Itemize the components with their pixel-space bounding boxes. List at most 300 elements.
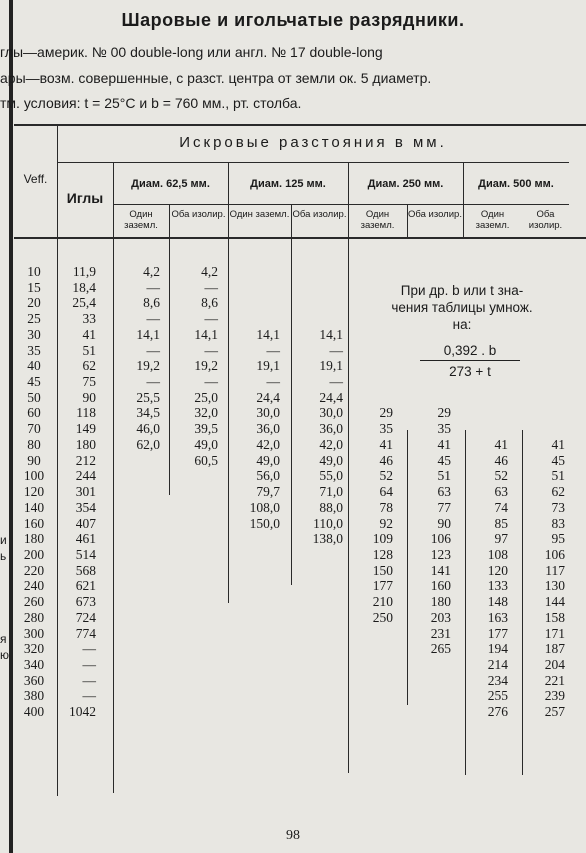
table-cell xyxy=(116,531,160,547)
needles-column xyxy=(60,264,96,720)
table-cell xyxy=(293,280,343,296)
table-cell xyxy=(116,641,160,657)
table-cell xyxy=(293,594,343,610)
table-cell: 210 xyxy=(372,594,393,610)
veff-header: Veff. xyxy=(23,172,48,186)
table-cell: 35 xyxy=(379,421,393,437)
margin-fragment: я xyxy=(0,632,7,646)
diam-header-rule xyxy=(113,204,569,205)
table-cell: 144 xyxy=(544,594,565,610)
col-divider xyxy=(228,163,229,603)
table-cell: 74 xyxy=(494,499,508,515)
sub-one-grounded: Один заземл. xyxy=(475,209,510,231)
table-cell: 83 xyxy=(551,515,565,531)
table-cell: — xyxy=(82,672,96,688)
table-cell: 4,2 xyxy=(201,264,218,279)
formula-denominator: 273 + t xyxy=(449,364,491,379)
table-cell xyxy=(409,657,451,673)
table-cell xyxy=(350,374,393,390)
table-cell: 73 xyxy=(551,499,565,515)
table-cell: — xyxy=(146,374,160,390)
table-cell xyxy=(350,641,393,657)
sub-both-insulated: Оба изолир. xyxy=(171,209,226,220)
table-cell: 8,6 xyxy=(201,295,218,311)
table-cell: 29 xyxy=(379,405,393,421)
table-cell: 180 xyxy=(23,531,45,547)
table-cell: 30 xyxy=(27,326,41,342)
table-cell: 203 xyxy=(430,609,451,625)
table-cell: 41 xyxy=(494,436,508,452)
table-cell xyxy=(172,641,218,657)
table-cell: 63 xyxy=(437,484,451,500)
correction-formula xyxy=(420,342,520,380)
table-cell: 24,4 xyxy=(256,389,280,405)
table-cell xyxy=(525,374,565,390)
table-cell xyxy=(172,468,218,484)
table-cell: — xyxy=(82,656,96,672)
table-cell: 148 xyxy=(487,594,508,610)
table-cell: 354 xyxy=(75,499,96,515)
table-cell xyxy=(172,673,218,689)
table-cell xyxy=(409,390,451,406)
table-cell: 10 xyxy=(27,264,41,279)
table-cell: — xyxy=(146,342,160,358)
table-cell xyxy=(525,264,565,280)
table-cell: 141 xyxy=(430,562,451,578)
table-cell: 360 xyxy=(23,672,45,688)
table-cell xyxy=(230,688,280,704)
table-cell: — xyxy=(82,688,96,704)
table-cell: 56,0 xyxy=(256,468,280,484)
table-cell xyxy=(172,547,218,563)
table-cell xyxy=(116,453,160,469)
table-cell xyxy=(293,264,343,280)
table-top-rule xyxy=(14,124,586,126)
table-cell: — xyxy=(82,641,96,657)
table-cell: — xyxy=(329,342,343,358)
table-cell: 100 xyxy=(23,468,45,484)
table-cell: 45 xyxy=(437,452,451,468)
table-cell: 200 xyxy=(23,546,45,562)
diam-250-header: Диам. 250 мм. xyxy=(367,178,444,190)
table-cell: 724 xyxy=(75,609,96,625)
table-cell: 60 xyxy=(27,405,41,421)
table-cell: 130 xyxy=(544,578,565,594)
table-cell xyxy=(172,657,218,673)
table-cell: 19,1 xyxy=(319,358,343,374)
table-cell: 187 xyxy=(544,641,565,657)
table-cell: 244 xyxy=(75,468,96,484)
table-cell: 320 xyxy=(23,641,45,657)
table-cell: 255 xyxy=(487,688,508,704)
table-cell: 41 xyxy=(82,326,96,342)
table-cell xyxy=(230,563,280,579)
table-cell xyxy=(172,704,218,720)
table-cell xyxy=(350,657,393,673)
table-cell: 51 xyxy=(437,468,451,484)
table-cell: 62,0 xyxy=(136,436,160,452)
table-cell xyxy=(350,358,393,374)
table-cell xyxy=(230,311,280,327)
table-cell xyxy=(230,547,280,563)
table-cell: 109 xyxy=(372,531,393,547)
table-cell: 1042 xyxy=(69,704,96,720)
sub-one-grounded: Один заземл. xyxy=(124,209,158,231)
table-cell: 4,2 xyxy=(143,264,160,279)
table-cell xyxy=(350,343,393,359)
table-cell xyxy=(293,311,343,327)
table-cell xyxy=(293,295,343,311)
table-cell: 80 xyxy=(27,436,41,452)
table-cell: — xyxy=(204,279,218,295)
diam-62-header: Диам. 62,5 мм. xyxy=(131,178,210,190)
table-cell xyxy=(172,563,218,579)
table-cell: 8,6 xyxy=(143,295,160,311)
table-cell: 123 xyxy=(430,546,451,562)
table-cell: 673 xyxy=(75,594,96,610)
table-cell xyxy=(230,295,280,311)
sub-one-grounded: Один заземл. xyxy=(360,209,395,231)
veff-column xyxy=(14,264,54,720)
table-cell xyxy=(350,704,393,720)
table-cell: 97 xyxy=(494,531,508,547)
table-cell xyxy=(116,704,160,720)
table-cell xyxy=(293,673,343,689)
table-cell: 52 xyxy=(379,468,393,484)
table-cell xyxy=(230,641,280,657)
diam-62-one-column xyxy=(116,264,160,720)
table-cell: 280 xyxy=(23,609,45,625)
table-cell: 70 xyxy=(27,421,41,437)
table-cell: 90 xyxy=(437,515,451,531)
table-cell: 46,0 xyxy=(136,421,160,437)
table-cell: 120 xyxy=(487,562,508,578)
table-cell: 180 xyxy=(430,594,451,610)
table-cell xyxy=(230,673,280,689)
table-cell xyxy=(116,547,160,563)
table-cell xyxy=(172,516,218,532)
table-cell: 110,0 xyxy=(313,515,343,531)
table-cell: 212 xyxy=(75,452,96,468)
table-cell: 90 xyxy=(27,452,41,468)
table-cell: — xyxy=(146,311,160,327)
table-cell xyxy=(466,390,508,406)
header-bottom-rule xyxy=(14,237,586,239)
table-cell: 62 xyxy=(551,484,565,500)
table-cell: 40 xyxy=(27,358,41,374)
table-cell xyxy=(116,626,160,642)
table-cell xyxy=(293,641,343,657)
table-cell: 39,5 xyxy=(194,421,218,437)
table-cell: 160 xyxy=(430,578,451,594)
table-cell: 171 xyxy=(544,625,565,641)
table-cell: 240 xyxy=(23,578,45,594)
table-cell: 257 xyxy=(544,704,565,720)
diam-125-one-column xyxy=(230,264,280,720)
header-line-spheres: ары—возм. совершенные, с разст. центра от земли ок. 5 диаметр. xyxy=(0,70,432,86)
table-cell: 19,2 xyxy=(136,358,160,374)
table-cell: 117 xyxy=(545,562,565,578)
diam-125-header: Диам. 125 мм. xyxy=(250,178,326,190)
table-cell: 276 xyxy=(487,704,508,720)
margin-fragment: и xyxy=(0,533,7,547)
table-cell: 46 xyxy=(494,452,508,468)
table-cell xyxy=(172,626,218,642)
table-cell: 128 xyxy=(372,546,393,562)
sub-both-insulated: Оба изолир. xyxy=(292,209,347,220)
table-cell: 36,0 xyxy=(319,421,343,437)
table-cell: 14,1 xyxy=(319,326,343,342)
table-cell xyxy=(230,531,280,547)
table-cell: 19,2 xyxy=(194,358,218,374)
col-divider xyxy=(291,205,292,585)
table-cell: 41 xyxy=(551,436,565,452)
table-cell: 51 xyxy=(82,342,96,358)
table-cell: 177 xyxy=(487,625,508,641)
table-cell: — xyxy=(266,374,280,390)
table-cell: 29 xyxy=(437,405,451,421)
table-cell: 32,0 xyxy=(194,405,218,421)
table-cell: 49,0 xyxy=(194,436,218,452)
header-line-conditions: тм. условия: t = 25°C и b = 760 мм., рт. столба. xyxy=(0,95,302,111)
table-cell: 239 xyxy=(544,688,565,704)
table-cell: 14,1 xyxy=(136,326,160,342)
table-cell xyxy=(293,547,343,563)
table-cell xyxy=(466,264,508,280)
table-cell: 158 xyxy=(544,609,565,625)
table-cell xyxy=(116,500,160,516)
table-cell: 301 xyxy=(75,484,96,500)
table-cell: 25,4 xyxy=(72,295,96,311)
table-cell: 85 xyxy=(494,515,508,531)
table-cell xyxy=(116,610,160,626)
table-cell xyxy=(293,657,343,673)
table-cell xyxy=(230,657,280,673)
table-cell xyxy=(116,468,160,484)
table-cell: 52 xyxy=(494,468,508,484)
table-cell: 400 xyxy=(23,704,45,720)
table-cell: 204 xyxy=(544,656,565,672)
table-cell: — xyxy=(204,342,218,358)
table-cell xyxy=(350,264,393,280)
table-cell: 118 xyxy=(76,405,96,421)
col-divider xyxy=(113,163,114,793)
sub-both-insulated: Оба изолир. xyxy=(408,209,462,220)
table-cell: 78 xyxy=(379,499,393,515)
table-cell xyxy=(466,405,508,421)
table-cell: 380 xyxy=(23,688,45,704)
table-cell xyxy=(230,626,280,642)
table-cell xyxy=(350,673,393,689)
table-cell: 77 xyxy=(437,499,451,515)
table-cell xyxy=(116,484,160,500)
table-cell xyxy=(293,563,343,579)
col-divider xyxy=(407,430,408,705)
table-cell: 150 xyxy=(372,562,393,578)
table-cell: 25,0 xyxy=(194,389,218,405)
table-cell xyxy=(230,594,280,610)
table-cell: 133 xyxy=(487,578,508,594)
table-cell xyxy=(116,516,160,532)
table-cell xyxy=(172,531,218,547)
table-cell: 160 xyxy=(23,515,45,531)
col-divider xyxy=(169,205,170,495)
table-cell: 46 xyxy=(379,452,393,468)
table-cell: 36,0 xyxy=(256,421,280,437)
table-cell: 221 xyxy=(544,672,565,688)
table-cell: 11,9 xyxy=(72,264,96,279)
table-cell: 108 xyxy=(487,546,508,562)
table-cell xyxy=(525,358,565,374)
table-cell xyxy=(293,578,343,594)
table-cell: 63 xyxy=(494,484,508,500)
header-line-needles: глы—америк. № 00 double-long или англ. № 17 double-long xyxy=(0,44,383,60)
table-cell: 108,0 xyxy=(249,499,280,515)
table-cell: 774 xyxy=(75,625,96,641)
col-divider xyxy=(522,430,523,775)
table-cell: 42,0 xyxy=(319,436,343,452)
table-cell xyxy=(116,673,160,689)
margin-fragment: ю xyxy=(0,648,9,662)
table-cell: 180 xyxy=(75,436,96,452)
table-cell: — xyxy=(329,374,343,390)
table-cell: — xyxy=(204,311,218,327)
table-cell: 340 xyxy=(23,656,45,672)
table-cell: 120 xyxy=(23,484,45,500)
table-cell: 250 xyxy=(372,609,393,625)
table-cell xyxy=(172,610,218,626)
table-cell: 45 xyxy=(551,452,565,468)
table-cell xyxy=(230,280,280,296)
table-cell: 149 xyxy=(75,421,96,437)
table-cell xyxy=(116,657,160,673)
table-cell: 30,0 xyxy=(319,405,343,421)
table-cell: 60,5 xyxy=(194,452,218,468)
table-cell xyxy=(350,626,393,642)
table-cell xyxy=(116,688,160,704)
note-line: При др. b или t зна- xyxy=(400,283,524,298)
spark-header-rule xyxy=(57,162,569,163)
table-cell: 106 xyxy=(430,531,451,547)
table-cell: 42,0 xyxy=(256,436,280,452)
table-cell xyxy=(116,563,160,579)
table-cell xyxy=(293,610,343,626)
margin-fragment: ь xyxy=(0,549,7,563)
table-cell: 75 xyxy=(82,374,96,390)
table-cell xyxy=(172,578,218,594)
table-cell: 163 xyxy=(487,609,508,625)
table-cell: — xyxy=(146,279,160,295)
table-cell: — xyxy=(204,374,218,390)
table-cell: 25,5 xyxy=(136,389,160,405)
table-cell: 15 xyxy=(27,279,41,295)
table-cell: 30,0 xyxy=(256,405,280,421)
table-cell xyxy=(525,343,565,359)
sub-one-grounded: Один заземл. xyxy=(229,209,290,220)
table-cell: 20 xyxy=(27,295,41,311)
table-cell: 214 xyxy=(487,656,508,672)
page-number: 98 xyxy=(286,828,300,843)
col-divider xyxy=(348,163,349,773)
table-cell: — xyxy=(266,342,280,358)
table-cell xyxy=(466,421,508,437)
table-cell: 514 xyxy=(75,546,96,562)
table-cell: 95 xyxy=(551,531,565,547)
table-cell xyxy=(230,704,280,720)
table-cell: 265 xyxy=(430,641,451,657)
table-cell xyxy=(293,626,343,642)
diam-125-both-column xyxy=(293,264,343,720)
table-cell: 35 xyxy=(437,421,451,437)
table-cell: 49,0 xyxy=(256,452,280,468)
table-cell: 231 xyxy=(430,625,451,641)
table-cell: 88,0 xyxy=(319,499,343,515)
table-cell: 49,0 xyxy=(319,452,343,468)
table-cell xyxy=(293,704,343,720)
table-cell xyxy=(172,594,218,610)
table-cell: 41 xyxy=(379,436,393,452)
table-cell: 461 xyxy=(75,531,96,547)
table-cell: 234 xyxy=(487,672,508,688)
spark-distance-header: Искровые разстояния в мм. xyxy=(179,134,447,151)
table-cell: 45 xyxy=(27,374,41,390)
table-cell: 150,0 xyxy=(249,515,280,531)
table-cell: 92 xyxy=(379,515,393,531)
table-cell xyxy=(293,688,343,704)
table-cell: 33 xyxy=(82,311,96,327)
diam-62-both-column xyxy=(172,264,218,720)
table-cell: 25 xyxy=(27,311,41,327)
table-cell xyxy=(116,578,160,594)
table-cell xyxy=(230,578,280,594)
correction-note xyxy=(356,282,568,333)
col-divider xyxy=(57,126,58,796)
needles-header: Иглы xyxy=(66,190,104,206)
table-cell: 50 xyxy=(27,389,41,405)
table-cell: 35 xyxy=(27,342,41,358)
table-cell xyxy=(350,390,393,406)
table-cell: 194 xyxy=(487,641,508,657)
table-cell: 55,0 xyxy=(319,468,343,484)
table-cell xyxy=(172,500,218,516)
table-cell xyxy=(116,594,160,610)
table-cell xyxy=(409,688,451,704)
table-cell: 106 xyxy=(544,546,565,562)
table-cell: 138,0 xyxy=(312,531,343,547)
table-cell xyxy=(172,484,218,500)
table-cell: 90 xyxy=(82,389,96,405)
table-cell: 14,1 xyxy=(194,326,218,342)
table-cell xyxy=(230,610,280,626)
table-cell xyxy=(409,264,451,280)
table-cell: 140 xyxy=(23,499,45,515)
table-cell: 220 xyxy=(23,562,45,578)
table-cell: 621 xyxy=(75,578,96,594)
table-cell xyxy=(409,673,451,689)
table-cell: 79,7 xyxy=(256,484,280,500)
diam-500-header: Диам. 500 мм. xyxy=(478,178,554,190)
table-cell: 62 xyxy=(82,358,96,374)
table-cell xyxy=(525,405,565,421)
table-cell xyxy=(350,688,393,704)
table-cell xyxy=(172,688,218,704)
table-cell xyxy=(525,390,565,406)
page-title: Шаровые и игольчатые разрядники. xyxy=(121,10,465,30)
table-cell xyxy=(409,704,451,720)
sub-both-insulated: Оба изолир. xyxy=(528,209,563,231)
note-line: на: xyxy=(452,317,472,332)
note-line: чения таблицы умнож. xyxy=(391,300,533,315)
